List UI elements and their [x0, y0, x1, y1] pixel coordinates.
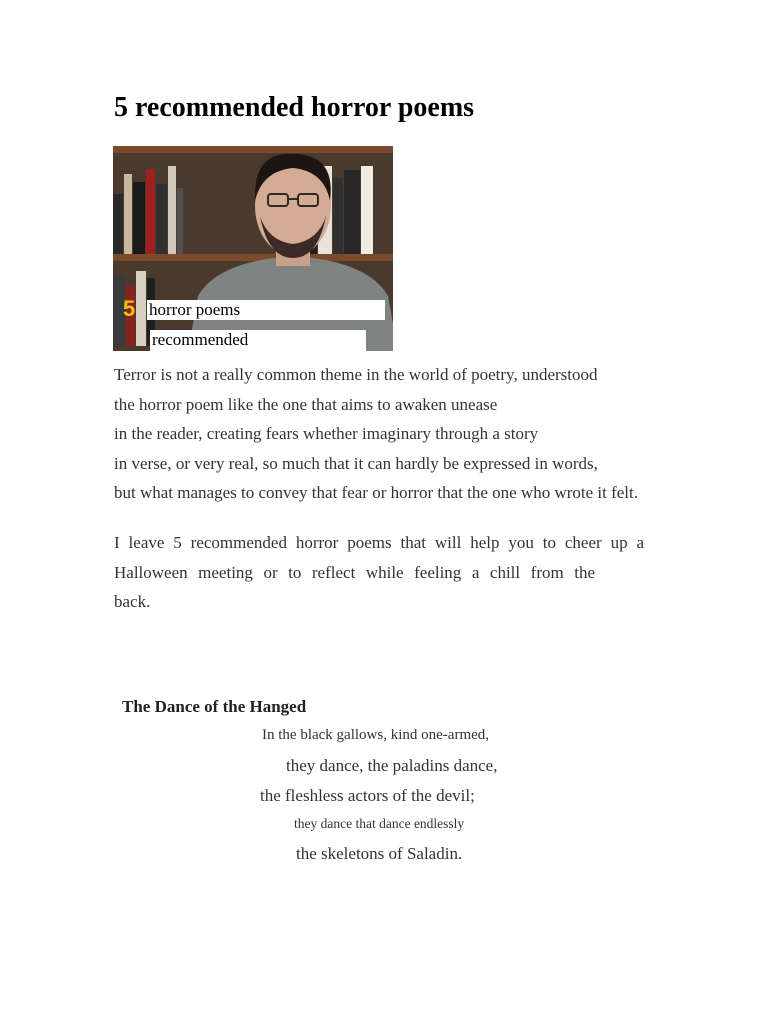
second-paragraph [114, 528, 644, 617]
intro-line: but what manages to convey that fear or horror that the one who wrote it felt. [114, 483, 638, 502]
presenter-figure [188, 146, 393, 351]
paragraph-line: Halloween meeting or to reflect while feeling a chill from the [114, 562, 595, 582]
poem-line: they dance that dance endlessly [294, 816, 465, 831]
paragraph-line: back. [114, 592, 151, 611]
page-title: 5 recommended horror poems [114, 92, 475, 123]
poem-line: the fleshless actors of the devil; [260, 786, 475, 805]
caption-number: 5 [123, 296, 136, 321]
intro-line: in verse, or very real, so much that it can hardly be expressed in words, [114, 453, 598, 473]
intro-line: Terror is not a really common theme in the world of poetry, understood [114, 365, 598, 384]
article-photo [113, 146, 393, 351]
poem-line: In the black gallows, kind one-armed, [262, 727, 490, 743]
intro-line: in the reader, creating fears whether imaginary through a story [114, 424, 539, 443]
poem-line: the skeletons of Saladin. [296, 844, 463, 863]
caption-line-1: horror poems [147, 300, 385, 320]
caption-line-2: recommended [150, 330, 366, 351]
intro-paragraph [114, 360, 638, 508]
intro-line: the horror poem like the one that aims to awaken unease [114, 394, 498, 414]
poem-title: The Dance of the Hanged [122, 697, 307, 716]
poem-line: they dance, the paladins dance, [286, 756, 498, 775]
paragraph-line: I leave 5 recommended horror poems that will help you to cheer up a [114, 533, 644, 552]
